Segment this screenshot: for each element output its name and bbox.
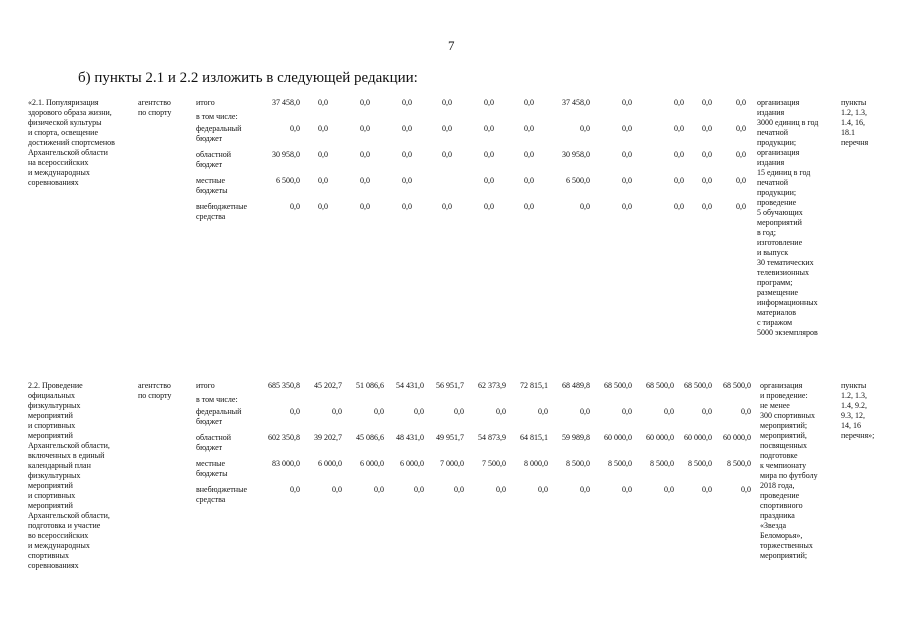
row-result-line: и выпуск [757, 248, 789, 257]
funding-source-label [196, 459, 228, 479]
amount-cell: 0,0 [580, 124, 590, 133]
funding-source-label-line: средства [196, 495, 226, 504]
amount-cell: 0,0 [736, 98, 746, 107]
amount-cell: 0,0 [538, 407, 548, 416]
row-result [757, 98, 818, 338]
amount-cell: 0,0 [402, 176, 412, 185]
row-name-line: подготовка и участие [28, 521, 101, 530]
row-result-line: издания [757, 158, 785, 167]
amount-cell: 8 500,0 [727, 459, 751, 468]
amount-cell: 0,0 [664, 407, 674, 416]
row-result-line: 30 тематических [757, 258, 814, 267]
amount-cell: 0,0 [484, 98, 494, 107]
amount-cell: 60 000,0 [604, 433, 632, 442]
amount-cell: 0,0 [674, 124, 684, 133]
row-result [760, 381, 818, 561]
amount-cell: 0,0 [524, 124, 534, 133]
row-name-line: во всероссийских [28, 531, 89, 540]
amount-cell: 0,0 [318, 98, 328, 107]
row-result-line: продукции; [757, 188, 797, 197]
funding-source-label [196, 433, 231, 453]
amount-cell: 72 815,1 [520, 381, 548, 390]
row-name-line: и международных [28, 168, 90, 177]
row-name-line: физкультурных [28, 401, 81, 410]
amount-cell: 54 873,9 [478, 433, 506, 442]
amount-cell: 68 500,0 [723, 381, 751, 390]
amount-cell: 0,0 [524, 176, 534, 185]
amount-cell: 0,0 [580, 202, 590, 211]
amount-cell: 6 000,0 [360, 459, 384, 468]
row-result-line: мероприятий; [760, 551, 808, 560]
amount-cell: 0,0 [736, 124, 746, 133]
amount-cell: 0,0 [702, 124, 712, 133]
amount-cell: 30 958,0 [272, 150, 300, 159]
amount-cell: 54 431,0 [396, 381, 424, 390]
amount-cell: 0,0 [622, 98, 632, 107]
amount-cell: 0,0 [374, 485, 384, 494]
row-result-line: 5 обучающих [757, 208, 803, 217]
row-result-line: размещение [757, 288, 799, 297]
amount-cell: 8 500,0 [608, 459, 632, 468]
amount-cell: 45 086,6 [356, 433, 384, 442]
amount-cell: 602 350,8 [268, 433, 300, 442]
amount-cell: 0,0 [674, 202, 684, 211]
amount-cell: 45 202,7 [314, 381, 342, 390]
amount-cell: 0,0 [318, 124, 328, 133]
amount-cell: 59 989,8 [562, 433, 590, 442]
amount-cell: 8 500,0 [688, 459, 712, 468]
row-reference-line: перечня»; [841, 431, 875, 440]
funding-source-label-line: областной [196, 150, 232, 159]
amount-cell: 8 000,0 [524, 459, 548, 468]
funding-source-label-line: бюджет [196, 134, 223, 143]
row-result-line: 300 спортивных [760, 411, 815, 420]
amount-cell: 7 500,0 [482, 459, 506, 468]
row-result-line: проведение [757, 198, 797, 207]
row-name-line: мероприятий [28, 411, 73, 420]
amount-cell: 0,0 [332, 485, 342, 494]
amount-cell: 68 500,0 [646, 381, 674, 390]
row-name-line: здорового образа жизни, [28, 108, 112, 117]
row-name-line: и спортивных [28, 491, 76, 500]
funding-source-label [196, 98, 215, 108]
row-result-line: издания [757, 108, 785, 117]
amount-cell: 0,0 [332, 407, 342, 416]
row-reference-line: 18.1 [841, 128, 855, 137]
amount-cell: 0,0 [442, 98, 452, 107]
amendment-heading: б) пункты 2.1 и 2.2 изложить в следующей редакции: [78, 70, 418, 86]
amount-cell: 0,0 [318, 202, 328, 211]
amount-cell: 60 000,0 [646, 433, 674, 442]
amount-cell: 0,0 [524, 202, 534, 211]
funding-source-label-line: бюджет [196, 160, 223, 169]
amount-cell: 6 000,0 [318, 459, 342, 468]
amount-cell: 0,0 [290, 407, 300, 416]
row-result-line: не менее [760, 401, 790, 410]
amount-cell: 0,0 [702, 176, 712, 185]
row-result-line: изготовление [757, 238, 803, 247]
amount-cell: 0,0 [402, 98, 412, 107]
amount-cell: 0,0 [674, 176, 684, 185]
amount-cell: 0,0 [702, 407, 712, 416]
row-name-line: Архангельской области, [28, 441, 110, 450]
amount-cell: 68 500,0 [604, 381, 632, 390]
amount-cell: 0,0 [442, 202, 452, 211]
amount-cell: 6 000,0 [400, 459, 424, 468]
funding-source-label-line: бюджет [196, 417, 223, 426]
row-result-line: организация [760, 381, 803, 390]
row-name-line: календарный план [28, 461, 91, 470]
row-result-line: посвященных [760, 441, 808, 450]
amount-cell: 0,0 [580, 407, 590, 416]
row-name-line: Архангельской области, [28, 511, 110, 520]
row-result-line: проведение [760, 491, 800, 500]
row-result-line: Беломорья», [760, 531, 803, 540]
row-result-line: мероприятий [757, 218, 802, 227]
amount-cell: 39 202,7 [314, 433, 342, 442]
row-reference-line: 1.2, 1.3, [841, 108, 867, 117]
row-result-line: «Звезда [760, 521, 787, 530]
amount-cell: 0,0 [454, 407, 464, 416]
row-result-line: в год; [757, 228, 776, 237]
funding-source-label [196, 150, 231, 170]
row-result-line: информационных [757, 298, 818, 307]
row-name-line: официальных [28, 391, 75, 400]
row-result-line: к чемпионату [760, 461, 807, 470]
amount-cell: 0,0 [622, 407, 632, 416]
amount-cell: 64 815,1 [520, 433, 548, 442]
amount-cell: 8 500,0 [566, 459, 590, 468]
amount-cell: 685 350,8 [268, 381, 300, 390]
row-result-line: мероприятий, [760, 431, 807, 440]
amount-cell: 30 958,0 [562, 150, 590, 159]
row-result-line: печатной [757, 128, 789, 137]
amount-cell: 49 951,7 [436, 433, 464, 442]
amount-cell: 62 373,9 [478, 381, 506, 390]
row-result-line: программ; [757, 278, 793, 287]
funding-source-label-line: областной [196, 433, 232, 442]
row-result-line: 2018 года, [760, 481, 795, 490]
row-name-line: включенных в единый [28, 451, 105, 460]
amount-cell: 0,0 [414, 485, 424, 494]
row-name-line: мероприятий [28, 431, 73, 440]
amount-cell: 0,0 [484, 150, 494, 159]
page-number: 7 [448, 38, 455, 53]
amount-cell: 0,0 [496, 407, 506, 416]
amount-cell: 0,0 [360, 124, 370, 133]
amount-cell: 7 000,0 [440, 459, 464, 468]
amount-cell: 0,0 [318, 150, 328, 159]
amount-cell: 68 489,8 [562, 381, 590, 390]
amount-cell: 0,0 [736, 202, 746, 211]
funding-source-label [196, 176, 228, 196]
row-result-line: 5000 экземпляров [757, 328, 818, 337]
amount-cell: 0,0 [622, 485, 632, 494]
row-name-line: «2.1. Популяризация [28, 98, 99, 107]
row-executor-line: агентство [138, 381, 171, 390]
amount-cell: 0,0 [702, 98, 712, 107]
amount-cell: 0,0 [318, 176, 328, 185]
row-result-line: с тиражом [757, 318, 793, 327]
row-reference-line: 1.4, 16, [841, 118, 865, 127]
amount-cell: 0,0 [374, 407, 384, 416]
funding-source-label-line: федеральный [196, 407, 242, 416]
funding-source-label-line: бюджеты [196, 469, 228, 478]
row-reference-line: пункты [841, 381, 867, 390]
row-result-line: организация [757, 98, 800, 107]
row-reference-line: 1.2, 1.3, [841, 391, 867, 400]
amount-cell: 0,0 [442, 150, 452, 159]
funding-source-label [196, 124, 241, 144]
row-name-line: соревнованиях [28, 178, 79, 187]
amount-cell: 37 458,0 [562, 98, 590, 107]
amount-cell: 0,0 [736, 176, 746, 185]
row-name-line: и спортивных [28, 421, 76, 430]
amount-cell: 0,0 [702, 202, 712, 211]
row-result-line: мира по футболу [760, 471, 818, 480]
amount-cell: 8 500,0 [650, 459, 674, 468]
row-name-line: физической культуры [28, 118, 102, 127]
amount-cell: 0,0 [741, 407, 751, 416]
row-executor [138, 98, 171, 118]
amount-cell: 51 086,6 [356, 381, 384, 390]
amount-cell: 0,0 [496, 485, 506, 494]
row-result-line: спортивного [760, 501, 803, 510]
row-name [28, 381, 110, 571]
row-result-line: и проведение: [760, 391, 808, 400]
funding-source-label [196, 395, 238, 405]
amount-cell: 0,0 [524, 150, 534, 159]
row-name-line: мероприятий [28, 501, 73, 510]
row-reference-line: 14, 16 [841, 421, 861, 430]
row-result-line: материалов [757, 308, 797, 317]
row-name-line: Архангельской области [28, 148, 108, 157]
funding-source-label-line: в том числе: [196, 112, 238, 121]
amount-cell: 0,0 [674, 98, 684, 107]
amount-cell: 0,0 [702, 150, 712, 159]
row-result-line: печатной [757, 178, 789, 187]
amount-cell: 56 951,7 [436, 381, 464, 390]
amount-cell: 0,0 [664, 485, 674, 494]
amount-cell: 0,0 [736, 150, 746, 159]
funding-source-label-line: итого [196, 98, 215, 107]
funding-source-label-line: местные [196, 176, 226, 185]
funding-source-label-line: бюджет [196, 443, 223, 452]
row-name [28, 98, 115, 188]
amount-cell: 37 458,0 [272, 98, 300, 107]
amount-cell: 0,0 [360, 202, 370, 211]
row-result-line: 15 единиц в год [757, 168, 811, 177]
amount-cell: 0,0 [622, 176, 632, 185]
amount-cell: 0,0 [622, 150, 632, 159]
amount-cell: 0,0 [360, 150, 370, 159]
amount-cell: 0,0 [622, 124, 632, 133]
amount-cell: 0,0 [290, 124, 300, 133]
amount-cell: 0,0 [454, 485, 464, 494]
row-name-line: и международных [28, 541, 90, 550]
row-name-line: мероприятий [28, 481, 73, 490]
row-reference-line: перечня [841, 138, 869, 147]
amount-cell: 0,0 [402, 202, 412, 211]
row-name-line: физкультурных [28, 471, 81, 480]
row-reference-line: 1.4, 9.2, [841, 401, 867, 410]
row-result-line: 3000 единиц в год [757, 118, 819, 127]
amount-cell: 60 000,0 [723, 433, 751, 442]
amount-cell: 0,0 [702, 485, 712, 494]
amount-cell: 6 500,0 [566, 176, 590, 185]
row-reference-line: 9.3, 12, [841, 411, 865, 420]
funding-source-label-line: в том числе: [196, 395, 238, 404]
row-reference [841, 98, 868, 148]
amount-cell: 0,0 [402, 124, 412, 133]
row-result-line: телевизионных [757, 268, 810, 277]
row-name-line: спортивных [28, 551, 69, 560]
amount-cell: 0,0 [442, 124, 452, 133]
row-executor-line: по спорту [138, 391, 172, 400]
amount-cell: 48 431,0 [396, 433, 424, 442]
funding-source-label [196, 407, 241, 427]
amount-cell: 0,0 [360, 176, 370, 185]
funding-source-label-line: средства [196, 212, 226, 221]
row-result-line: подготовке [760, 451, 798, 460]
row-reference-line: пункты [841, 98, 867, 107]
row-result-line: мероприятий; [760, 421, 808, 430]
funding-source-label-line: итого [196, 381, 215, 390]
amount-cell: 0,0 [484, 202, 494, 211]
row-result-line: продукции; [757, 138, 797, 147]
amount-cell: 6 500,0 [276, 176, 300, 185]
amount-cell: 0,0 [484, 176, 494, 185]
amount-cell: 0,0 [290, 202, 300, 211]
row-reference [841, 381, 874, 441]
funding-source-label [196, 485, 247, 505]
row-name-line: 2.2. Проведение [28, 381, 83, 390]
amount-cell: 0,0 [524, 98, 534, 107]
amount-cell: 0,0 [538, 485, 548, 494]
funding-source-label [196, 202, 247, 222]
row-name-line: на всероссийских [28, 158, 89, 167]
row-result-line: праздника [760, 511, 795, 520]
amount-cell: 83 000,0 [272, 459, 300, 468]
funding-source-label-line: внебюджетные [196, 485, 247, 494]
row-name-line: и спорта, освещение [28, 128, 99, 137]
funding-source-label-line: бюджеты [196, 186, 228, 195]
amount-cell: 0,0 [622, 202, 632, 211]
funding-source-label-line: федеральный [196, 124, 242, 133]
row-executor [138, 381, 171, 401]
row-name-line: соревнованиях [28, 561, 79, 570]
amount-cell: 0,0 [674, 150, 684, 159]
amount-cell: 0,0 [414, 407, 424, 416]
amount-cell: 0,0 [290, 485, 300, 494]
funding-source-label-line: местные [196, 459, 226, 468]
amount-cell: 60 000,0 [684, 433, 712, 442]
amount-cell: 0,0 [402, 150, 412, 159]
row-result-line: организация [757, 148, 800, 157]
funding-source-label [196, 381, 215, 391]
amount-cell: 0,0 [580, 485, 590, 494]
row-executor-line: по спорту [138, 108, 172, 117]
amount-cell: 0,0 [484, 124, 494, 133]
funding-source-label [196, 112, 238, 122]
amount-cell: 0,0 [360, 98, 370, 107]
funding-source-label-line: внебюджетные [196, 202, 247, 211]
amount-cell: 68 500,0 [684, 381, 712, 390]
row-executor-line: агентство [138, 98, 171, 107]
amount-cell: 0,0 [741, 485, 751, 494]
row-name-line: достижений спортсменов [28, 138, 115, 147]
row-result-line: торжественных [760, 541, 813, 550]
